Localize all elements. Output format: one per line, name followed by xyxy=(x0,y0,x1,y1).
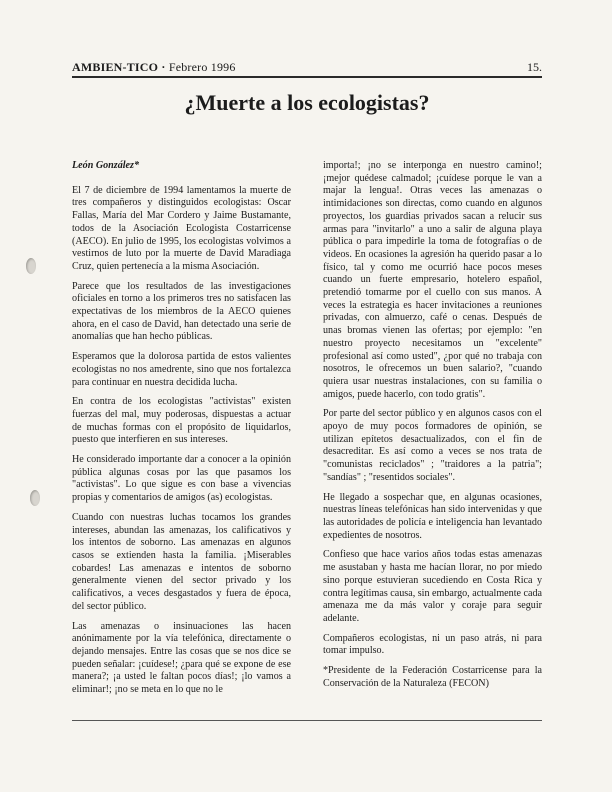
paragraph: Compañeros ecologistas, ni un paso atrás, ni para tomar impulso. xyxy=(323,632,542,657)
left-column xyxy=(72,160,291,704)
header-separator: · xyxy=(158,60,169,74)
paragraph: El 7 de diciembre de 1994 lamentamos la muerte de tres compañeros y distinguidos ecologistas: Oscar Fallas, María del Mar Cordero y Jaime Bustamante, todos de la Asociación Ecologista Costarricense (AECO). En julio de 1995, los ecologistas volvimos a vestirnos de luto por la muerte de David Maradiaga Cruz, quien pertenecía a la misma Asociación. xyxy=(72,184,291,272)
issue-date: Febrero 1996 xyxy=(168,60,236,74)
paragraph: Parece que los resultados de las investigaciones oficiales en torno a los primeros tres no satisfacen las expectativas de los miembros de la AECO quienes ahora, en el caso de David, han detectado una serie de anomalías que han hecho públicas. xyxy=(72,280,291,343)
author-footnote: *Presidente de la Federación Costarricense para la Conservación de la Naturaleza (FECON) xyxy=(323,665,542,689)
paragraph: importa!; ¡no se interponga en nuestro camino!; ¡mejor quédese calmadol; ¡cuídese porque le van a majar la lengua!. Otras veces las amenazas o intimidaciones son directas, como cuando en algunos proyectos, los guardias privados sacan a relucir sus armas para "invitarlo" a uno a salir de alguna playa pública o para impedirle la toma de fotografías o de videos. En ocasiones la agresión ha querido pasar a lo físico, tal y como me ocurrió hace pocos meses cuando un fuerte empresario, hotelero español, pretendió tomarme por el cuello con sus manos. A veces la estrategia es hacer invitaciones a reuniones privadas, con almuerzo, café o cenas. Después de unas bromas vienen las ofertas; por ejemplo: "en nuestro proyecto necesitamos un "excelente" profesional así como usted", ¿por qué no trabaja con nosotros, le ofrecemos un buen salario?, "cuando quiera usar nuestras instalaciones, con su familia o amigos, puede hacerlo, con todo gratis". xyxy=(323,160,542,400)
header-publication-line xyxy=(72,60,236,74)
paragraph: Esperamos que la dolorosa partida de estos valientes ecologistas no nos amedrente, sino que nos fortalezca para continuar en nuestra decidida lucha. xyxy=(72,351,291,388)
page-number: 15. xyxy=(527,60,542,74)
paragraph: En contra de los ecologistas "activistas" existen fuerzas del mal, muy poderosas, dispuestas a actuar de muchas formas con el propósito de liquidarlos, puesto que interfieren en sus intereses. xyxy=(72,396,291,446)
paragraph: Las amenazas o insinuaciones las hacen anónimamente por la vía telefónica, directamente o dejando mensajes. Entre las cosas que se nos dice se pueden señalar: ¡cuídese!; ¿para qué se expone de ese manera?; ¡a usted le faltan pocos días!; ¡lo vamos a eliminar!; ¡no se meta en lo que no le xyxy=(72,620,291,696)
header-rule xyxy=(72,76,542,78)
footer-rule xyxy=(72,720,542,721)
paragraph: He considerado importante dar a conocer a la opinión pública algunas cosas por las que pasamos los "activistas". Lo que sigue es con base a vivencias propias y comentarios de amigos (as) ecologistas. xyxy=(72,454,291,504)
paragraph: Cuando con nuestras luchas tocamos los grandes intereses, abundan las amenazas, los calificativos y los intentos de soborno. Las amenazas en algunos casos se extienden hasta la familia. ¡Miserables cobardes! Las amenazas e intentos de soborno generalmente vienen del sector privado y los calificativos, a veces desgastados y fuera de época, del sector público. xyxy=(72,511,291,612)
punch-hole-mark xyxy=(26,258,36,274)
paragraph: Confieso que hace varios años todas estas amenazas me asustaban y hasta me hacían llorar, no por miedo sino porque estuvieran sucediendo en Costa Rica y contra legítimas causa, sin embargo, actualmente cada amenaza me da más valor y coraje para seguir adelante. xyxy=(323,549,542,624)
paragraph: Por parte del sector público y en algunos casos con el apoyo de muy pocos formadores de opinión, se utilizan epítetos desactualizados, con el fin de desacreditar. Es así como a veces se nos trata de "comunistas reciclados" ; "traidores a la patria"; "sandías" ; "resentidos sociales". xyxy=(323,408,542,483)
article-title: ¿Muerte a los ecologistas? xyxy=(184,90,430,115)
publication-name: AMBIEN-TICO xyxy=(72,60,159,74)
right-column xyxy=(323,160,542,697)
punch-hole-mark xyxy=(30,490,40,506)
author-byline: León González* xyxy=(72,160,140,171)
paragraph: He llegado a sospechar que, en algunas ocasiones, nuestras líneas telefónicas han sido intervenidas y que las autoridades de policía e inteligencia han levantado expedientes de nosotros. xyxy=(323,491,542,541)
